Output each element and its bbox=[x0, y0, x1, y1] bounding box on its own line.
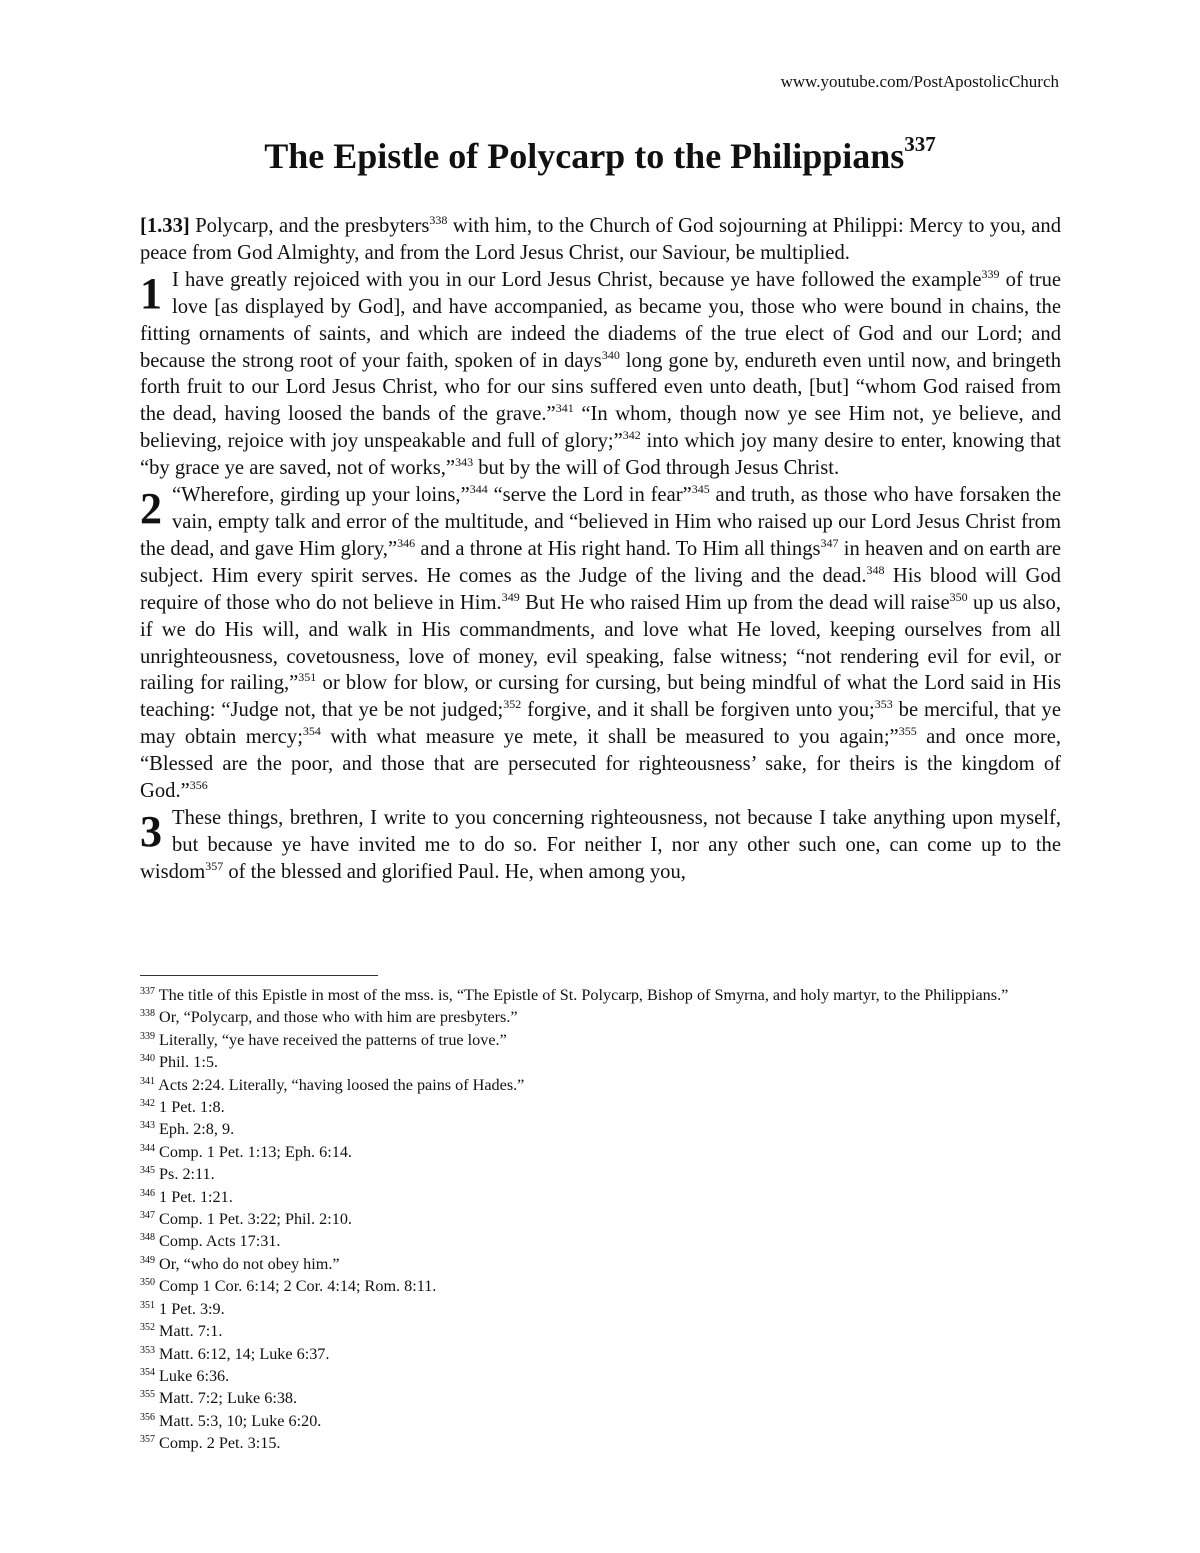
text-run: forgive, and it shall be forgiven unto you; bbox=[521, 699, 875, 722]
footnote-mark[interactable]: 355 bbox=[898, 724, 917, 739]
footnote-mark[interactable]: 340 bbox=[601, 347, 620, 362]
footnote-text: Or, “Polycarp, and those who with him are presbyters.” bbox=[155, 1008, 518, 1027]
footnote-text: 1 Pet. 3:9. bbox=[155, 1299, 225, 1318]
footnote-text: Acts 2:24. Literally, “having loosed the pains of Hades.” bbox=[155, 1075, 525, 1094]
footnote bbox=[140, 1298, 1061, 1320]
footnote bbox=[140, 1208, 1061, 1230]
footnote-number: 351 bbox=[140, 1299, 155, 1311]
footnote-mark[interactable]: 351 bbox=[298, 670, 317, 685]
header-url: www.youtube.com/PostApostolicChurch bbox=[780, 72, 1059, 91]
footnote-text: Matt. 6:12, 14; Luke 6:37. bbox=[155, 1344, 330, 1363]
footnote-number: 347 bbox=[140, 1210, 155, 1222]
footnote-text: Comp. 1 Pet. 1:13; Eph. 6:14. bbox=[155, 1142, 352, 1161]
footnote bbox=[140, 1141, 1061, 1163]
footnote bbox=[140, 1163, 1061, 1185]
footnote-number: 341 bbox=[140, 1075, 155, 1087]
footnote-text: Comp. 2 Pet. 3:15. bbox=[155, 1434, 281, 1453]
footnote-number: 343 bbox=[140, 1120, 155, 1132]
footnote bbox=[140, 1230, 1061, 1252]
footnote-text: Literally, “ye have received the patterns of true love.” bbox=[155, 1030, 507, 1049]
footnote-mark[interactable]: 349 bbox=[501, 589, 520, 604]
footnote bbox=[140, 1096, 1061, 1118]
text-run: with him, to the Church of God sojourning at Philippi: Mercy to you, and peace from God Almighty, and from the Lord Jesus Christ, our Saviour, be multiplied. bbox=[140, 215, 1061, 264]
epistle-body bbox=[140, 213, 1061, 886]
text-run: of true love [as displayed by God], and have accompanied, as became you, those who were bound in chains, the fitting ornaments of saints, and which are indeed the diadems of the true elect of God and our Lord; and because the strong root of your faith, spoken of in days bbox=[140, 268, 1062, 372]
text-run: and a throne at His right hand. To Him all things bbox=[415, 537, 821, 560]
footnote-text: Comp. 1 Pet. 3:22; Phil. 2:10. bbox=[155, 1210, 352, 1229]
text-run: I have greatly rejoiced with you in our Lord Jesus Christ, because ye have followed the example bbox=[172, 268, 982, 291]
footnote-text: 1 Pet. 1:21. bbox=[155, 1187, 233, 1206]
footnote bbox=[140, 1074, 1061, 1096]
text-run: But He who raised Him up from the dead will raise bbox=[519, 591, 950, 614]
chapter-number: 3 bbox=[140, 806, 162, 856]
footnote-mark[interactable]: 342 bbox=[622, 428, 641, 443]
text-run: up us also, if we do His will, and walk in His commandments, and love what He loved, keeping ourselves from all unrighteousness, covetousness, love of money, evil speaking, false witness; “not rendering evil for evil, or railing for railing,” bbox=[140, 591, 1061, 695]
text-run: His blood will God require of those who do not believe in Him. bbox=[140, 564, 1061, 614]
footnote-number: 348 bbox=[140, 1232, 155, 1244]
footnote-mark[interactable]: 346 bbox=[397, 535, 416, 550]
footnote bbox=[140, 1275, 1061, 1297]
chapter-number: 1 bbox=[140, 268, 162, 318]
footnote-number: 352 bbox=[140, 1322, 155, 1334]
footnote-mark[interactable]: 347 bbox=[820, 535, 839, 550]
footnotes-list bbox=[140, 984, 1061, 1455]
footnote-mark[interactable]: 338 bbox=[429, 213, 448, 227]
text-run: “In whom, though now ye see Him not, ye believe, and believing, rejoice with joy unspeakable and full of glory;” bbox=[140, 403, 1061, 453]
footnote bbox=[140, 1343, 1061, 1365]
footnote bbox=[140, 1320, 1061, 1342]
footnote-mark[interactable]: 343 bbox=[455, 455, 474, 470]
footnote-number: 353 bbox=[140, 1344, 155, 1356]
footnote bbox=[140, 1432, 1061, 1454]
text-run: but by the will of God through Jesus Christ. bbox=[473, 457, 840, 480]
footnote-number: 355 bbox=[140, 1389, 155, 1401]
footnote-text: Phil. 1:5. bbox=[155, 1053, 218, 1072]
section-reference: [1.33] bbox=[140, 215, 190, 237]
footnote-text: The title of this Epistle in most of the mss. is, “The Epistle of St. Polycarp, Bishop of Smyrna, and holy martyr, to the Philippians.” bbox=[155, 986, 1009, 1004]
footnote-number: 354 bbox=[140, 1366, 155, 1378]
text-run: be merciful, that ye may obtain mercy; bbox=[140, 699, 1061, 749]
footnote-mark[interactable]: 354 bbox=[302, 724, 321, 739]
footnote bbox=[140, 1387, 1061, 1409]
footnote-number: 357 bbox=[140, 1434, 155, 1446]
footnote-mark[interactable]: 344 bbox=[469, 482, 488, 497]
chapter-number: 2 bbox=[140, 484, 162, 534]
footnote-mark[interactable]: 352 bbox=[503, 697, 522, 712]
footnote-text: Comp 1 Cor. 6:14; 2 Cor. 4:14; Rom. 8:11. bbox=[155, 1277, 437, 1296]
footnote-text: Eph. 2:8, 9. bbox=[155, 1120, 235, 1139]
footnote-mark[interactable]: 348 bbox=[866, 562, 885, 577]
text-run: Polycarp, and the presbyters bbox=[189, 215, 430, 237]
footnote-mark[interactable]: 353 bbox=[874, 697, 893, 712]
footnote-text: Luke 6:36. bbox=[155, 1366, 230, 1385]
footnote-number: 337 bbox=[140, 986, 155, 997]
footnote-number: 350 bbox=[140, 1277, 155, 1289]
footnote bbox=[140, 1051, 1061, 1073]
footnote-number: 346 bbox=[140, 1187, 155, 1199]
text-run: or blow for blow, or cursing for cursing, but being mindful of what the Lord said in His teaching: “Judge not, that ye be not judged; bbox=[140, 672, 1061, 722]
text-run: in heaven and on earth are subject. Him every spirit serves. He comes as the Judge of the living and the dead. bbox=[140, 537, 1061, 587]
footnote-mark[interactable]: 339 bbox=[981, 266, 1000, 281]
text-run: into which joy many desire to enter, knowing that “by grace ye are saved, not of works,” bbox=[140, 430, 1061, 480]
text-run: “Wherefore, girding up your loins,” bbox=[172, 484, 470, 507]
footnote-text: Matt. 7:2; Luke 6:38. bbox=[155, 1389, 298, 1408]
title-footnote-mark[interactable]: 337 bbox=[904, 132, 936, 156]
chapter-3-paragraph bbox=[140, 805, 1061, 886]
text-run: “serve the Lord in fear” bbox=[487, 484, 692, 507]
text-run: These things, brethren, I write to you concerning righteousness, not because I take anything upon myself, but because ye have invited me to do so. For neither I, nor any other such one, can come up to the wisdom bbox=[140, 806, 1061, 883]
text-run: with what measure ye mete, it shall be measured to you again;” bbox=[320, 726, 899, 749]
footnote-text: Comp. Acts 17:31. bbox=[155, 1232, 281, 1251]
chapter-1-paragraph bbox=[140, 267, 1061, 482]
footnote bbox=[140, 1006, 1061, 1028]
footnote bbox=[140, 1029, 1061, 1051]
footnote-number: 349 bbox=[140, 1254, 155, 1266]
text-run: of the blessed and glorified Paul. He, when among you, bbox=[223, 860, 686, 883]
footnote-text: Ps. 2:11. bbox=[155, 1165, 215, 1184]
footnote bbox=[140, 1253, 1061, 1275]
text-run: and truth, as those who have forsaken the vain, empty talk and error of the multitude, and “believed in Him who raised up our Lord Jesus Christ from the dead, and gave Him glory,” bbox=[140, 484, 1061, 560]
footnote-number: 356 bbox=[140, 1411, 155, 1423]
footnote-text: Or, “who do not obey him.” bbox=[155, 1254, 340, 1273]
footnote-number: 342 bbox=[140, 1098, 155, 1110]
footnote-mark[interactable]: 341 bbox=[555, 401, 574, 416]
footnote-text: Matt. 5:3, 10; Luke 6:20. bbox=[155, 1411, 322, 1430]
footnote-number: 339 bbox=[140, 1030, 155, 1042]
footnote bbox=[140, 1118, 1061, 1140]
footnote-number: 338 bbox=[140, 1008, 155, 1020]
footnote-number: 344 bbox=[140, 1142, 155, 1154]
footnote-mark[interactable]: 357 bbox=[205, 858, 224, 873]
text-run: and once more, “Blessed are the poor, and those that are persecuted for righteousness’ sake, for theirs is the kingdom of God.” bbox=[140, 726, 1061, 803]
footnote bbox=[140, 1186, 1061, 1208]
footnote-number: 340 bbox=[140, 1053, 155, 1065]
chapter-2-paragraph bbox=[140, 482, 1061, 805]
salutation-paragraph bbox=[140, 213, 1061, 267]
footnote-text: 1 Pet. 1:8. bbox=[155, 1098, 225, 1117]
page-title bbox=[0, 132, 1200, 177]
footnote bbox=[140, 1410, 1061, 1432]
footnote-text: Matt. 7:1. bbox=[155, 1322, 223, 1341]
footnote-divider bbox=[140, 975, 378, 976]
footnote bbox=[140, 1365, 1061, 1387]
footnote-mark[interactable]: 350 bbox=[949, 589, 968, 604]
footnote-number: 345 bbox=[140, 1165, 155, 1177]
title-text: The Epistle of Polycarp to the Philippians bbox=[264, 136, 905, 176]
footnote-mark[interactable]: 345 bbox=[691, 482, 710, 497]
footnote-mark[interactable]: 356 bbox=[189, 778, 208, 793]
text-run: long gone by, endureth even until now, and bringeth forth fruit to our Lord Jesus Christ, who for our sins suffered even unto death, [but] “whom God raised from the dead, having loosed the bands of the grave.” bbox=[140, 349, 1061, 426]
footnote bbox=[140, 984, 1061, 1006]
